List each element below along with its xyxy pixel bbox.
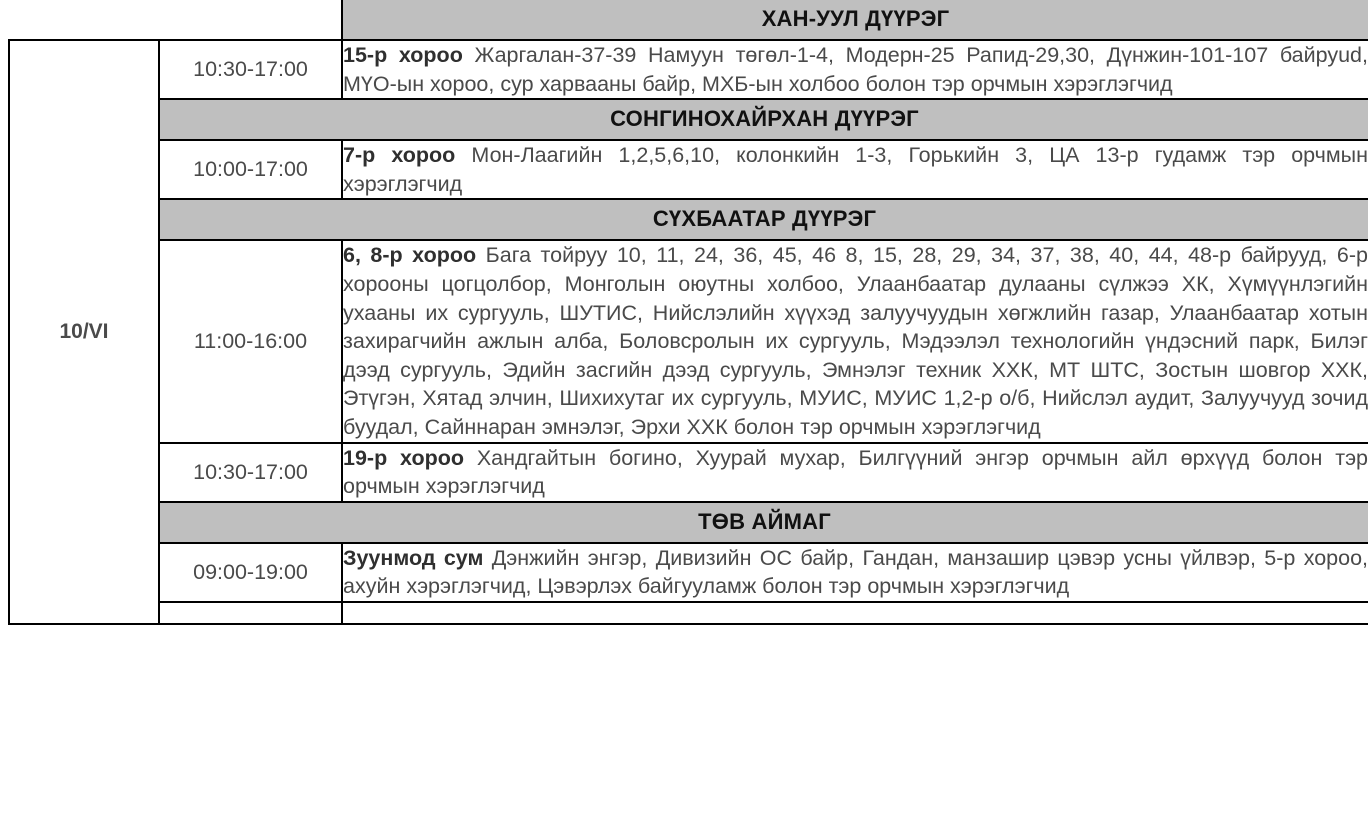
district-header-sukhbaatar: СҮХБААТАР ДҮҮРЭГ: [159, 199, 1368, 240]
table-row-partial-bottom: [9, 602, 1368, 624]
district-header-row: [9, 199, 1368, 240]
description-body: Хандгайтын богино, Хуурай мухар, Билгүүний энгэр орчмын айл өрхүүд болон тэр орчмын хэрэглэгчид: [343, 445, 1368, 499]
district-header-tuv-aimag: ТӨВ АЙМАГ: [159, 502, 1368, 543]
description-cell-partial-bottom: [342, 602, 1368, 624]
time-cell: 10:00-17:00: [159, 140, 342, 199]
description-lead: 7-р хороо: [343, 143, 456, 168]
district-header-spacer: [9, 0, 342, 40]
date-cell: 10/VI: [9, 40, 159, 624]
description-cell: [342, 140, 1368, 199]
time-cell: 09:00-19:00: [159, 543, 342, 602]
description-cell: [342, 40, 1368, 99]
time-cell: 10:30-17:00: [159, 443, 342, 502]
description-body: Бага тойруу 10, 11, 24, 36, 45, 46 8, 15, 28, 29, 34, 37, 38, 40, 44, 48-р байрууд, 6-р хорооны цогцолбор, Монголын оюутны холбоо, Улаанбаатар дулааны сүлжээ ХК, Хүмүүнлэгийн ухааны их сургууль, ШУТИС, Нийслэлийн хүүхэд залуучуудын хөгжлийн газар, Улаанбаатар хотын захирагчийн ажлын алба, Боловсролын их сургууль, Мэдээлэл технологийн үндэсний парк, Билэг дээд сургууль, Эдийн засгийн дээд сургууль, Эмнэлэг техник ХХК, МТ ШТС, Зостын шовгор ХХК, Этүгэн, Хятад элчин, Шихихутаг их сургууль, МУИС, МУИС 1,2-р о/б, Нийслэл аудит, Залуучууд зочид буудал, Сайннаран эмнэлэг, Эрхи ХХК болон тэр орчмын хэрэглэгчид: [343, 243, 1368, 439]
description-body: Мон-Лаагийн 1,2,5,6,10, колонкийн 1-3, Горькийн 3, ЦА 13-р гудамж тэр орчмын хэрэглэгчид: [343, 143, 1368, 196]
description-cell: [342, 240, 1368, 442]
description-body: Дэнжийн энгэр, Дивизийн ОС байр, Гандан, манзашир цэвэр усны үйлвэр, 5-р хороо, ахуйн хэрэглэгчид, Цэвэрлэх байгууламж болон тэр орчмын хэрэглэгчид: [343, 545, 1368, 599]
district-header-row: [9, 99, 1368, 140]
time-cell: 10:30-17:00: [159, 40, 342, 99]
time-cell-partial-bottom: [159, 602, 342, 624]
description-lead: 19-р хороо: [343, 445, 464, 470]
district-header-songinokhairkhan: СОНГИНОХАЙРХАН ДҮҮРЭГ: [159, 99, 1368, 140]
description-lead: Зуунмод сум: [343, 545, 484, 570]
table-row: [9, 140, 1368, 199]
description-lead: 15-р хороо: [343, 43, 463, 67]
district-header-row: [9, 0, 1368, 40]
description-lead: 6, 8-р хороо: [343, 243, 477, 268]
table-row: [9, 543, 1368, 602]
power-outage-schedule-table: [8, 0, 1368, 625]
district-header-row: [9, 502, 1368, 543]
table-row: [9, 40, 1368, 99]
time-cell: 11:00-16:00: [159, 240, 342, 442]
table-row: [9, 240, 1368, 442]
table-row: [9, 443, 1368, 502]
description-body: Жаргалан-37-39 Намуун төгөл-1-4, Модерн-25 Рапид-29,30, Дүнжин-101-107 байруud, МҮО-ын хороо, сур харвааны байр, МХБ-ын холбоо болон тэр орчмын хэрэглэгчид: [343, 43, 1368, 96]
description-cell: [342, 543, 1368, 602]
district-header-khan-uul: ХАН-УУЛ ДҮҮРЭГ: [342, 0, 1368, 40]
description-cell: [342, 443, 1368, 502]
